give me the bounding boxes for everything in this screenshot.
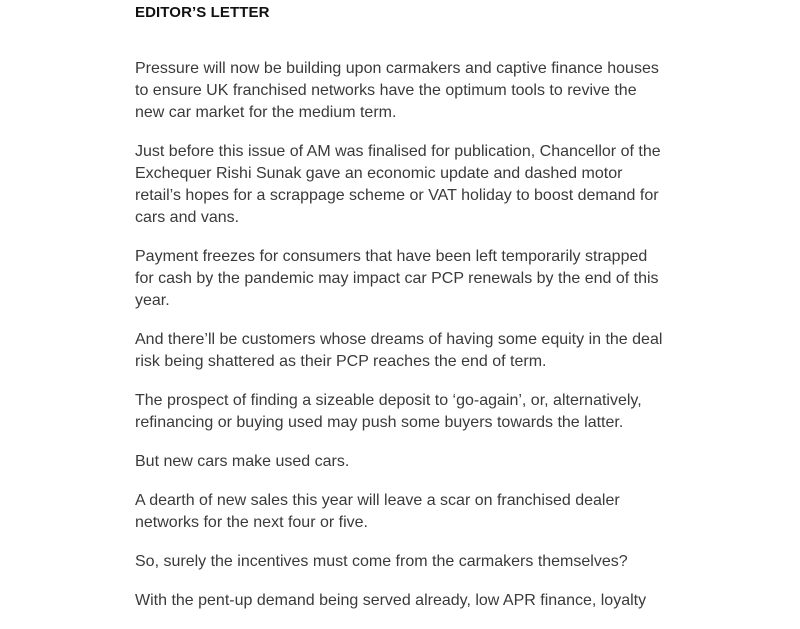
article-paragraph: Just before this issue of AM was finalised for publication, Chancellor of the Exchequer Rishi Sunak gave an economic update and dashed motor retail’s hopes for a scrappage scheme or VAT holiday to boost demand for cars and vans. [135,143,661,226]
article-paragraph: A dearth of new sales this year will leave a scar on franchised dealer networks for the next four or five. [135,492,620,531]
article-paragraph: The prospect of finding a sizeable deposit to ‘go-again’, or, alternatively, refinancing or buying used may push some buyers towards the latter. [135,392,642,431]
article-paragraph: So, surely the incentives must come from the carmakers themselves? [135,553,628,570]
article-heading: EDITOR’S LETTER [135,4,270,21]
article-paragraph: But new cars make used cars. [135,453,350,470]
article-paragraph: With the pent-up demand being served already, low APR finance, loyalty [135,592,647,609]
article-paragraph: Payment freezes for consumers that have been left temporarily strapped for cash by the pandemic may impact car PCP renewals by the end of this year. [135,248,659,309]
article-body [135,58,665,612]
article [135,2,665,629]
article-paragraph: And there’ll be customers whose dreams of having some equity in the deal risk being shattered as their PCP reaches the end of term. [135,331,663,370]
article-paragraph: Pressure will now be building upon carmakers and captive finance houses to ensure UK franchised networks have the optimum tools to revive the new car market for the medium term. [135,60,659,121]
